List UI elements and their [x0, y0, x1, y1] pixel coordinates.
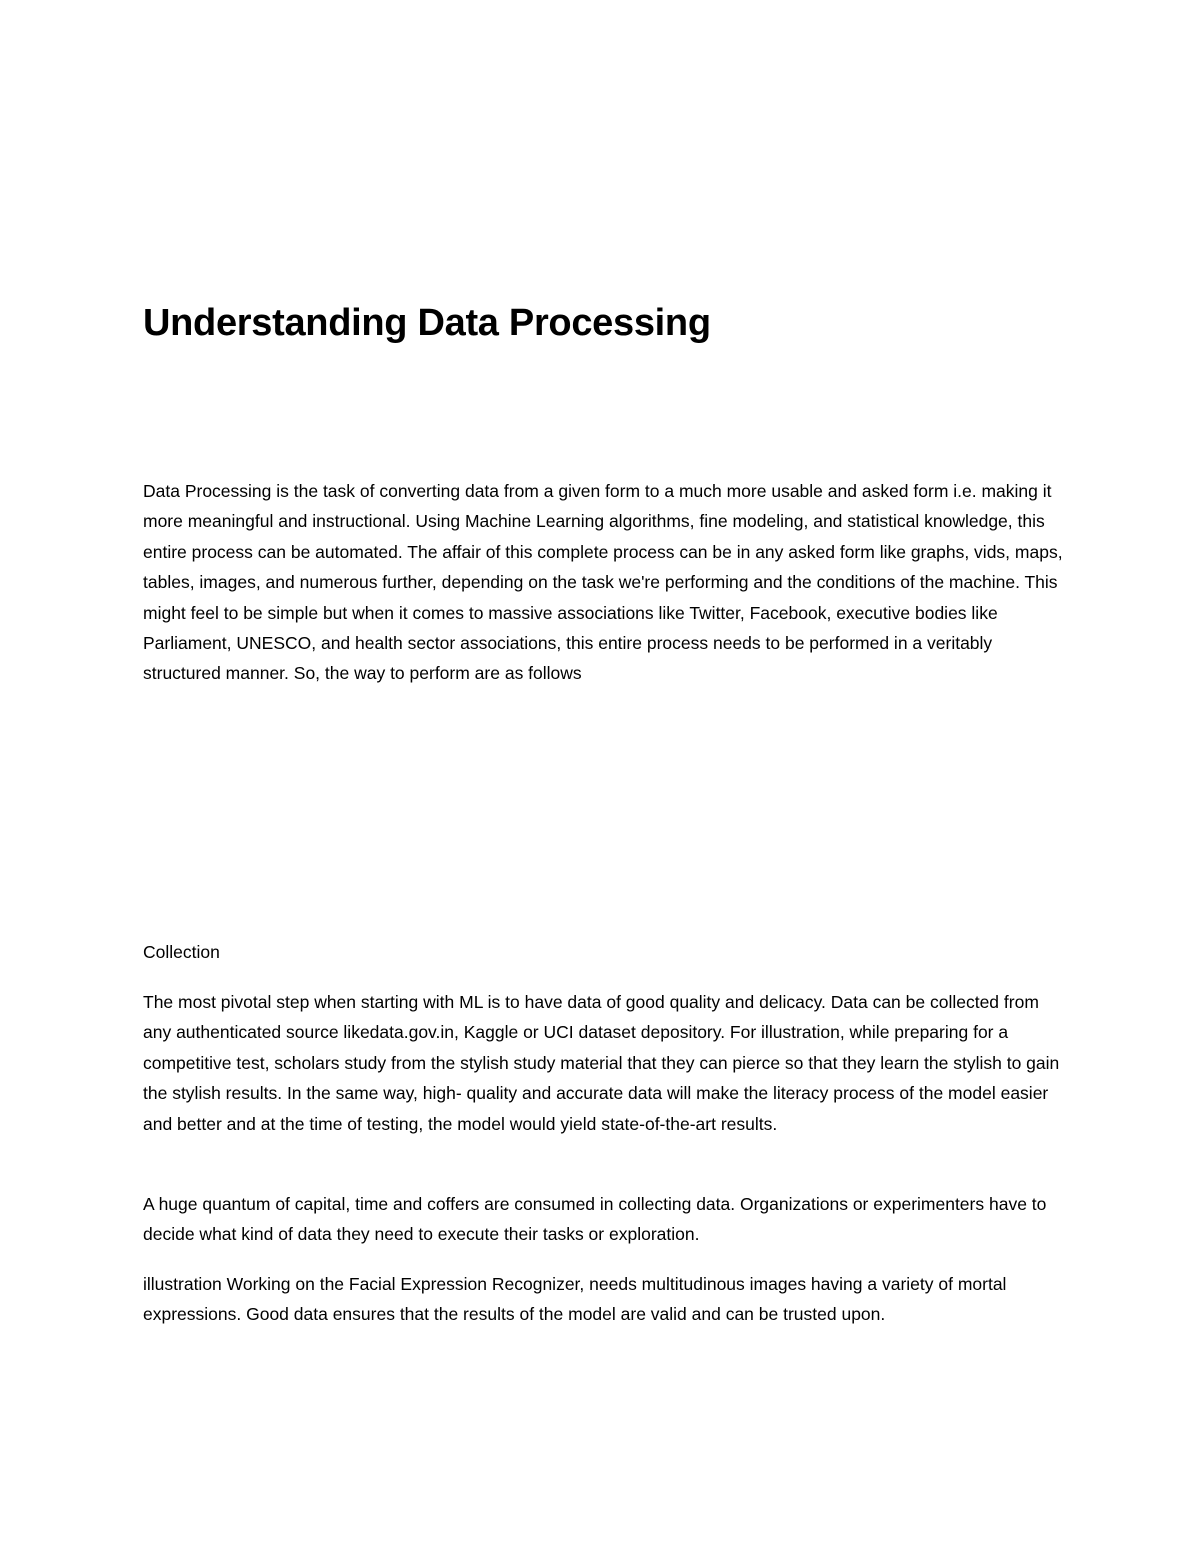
section-heading: Collection: [143, 942, 220, 962]
section-paragraph: The most pivotal step when starting with ML is to have data of good quality and delicacy. Data can be collected from any authenticated source likedata.gov.in, Kaggle or UCI dataset depository. For illustration, while preparing for a competitive test, scholars study from the stylish study material that they can pierce so that they learn the stylish to gain the stylish results. In the same way, high- quality and accurate data will make the literacy process of the model easier and better and at the time of testing, the model would yield state-of-the-art results.: [143, 992, 1060, 1134]
intro-paragraph: Data Processing is the task of converting data from a given form to a much more usable and asked form i.e. making it more meaningful and instructional. Using Machine Learning algorithms, fine modeling, and statistical knowledge, this entire process can be automated. The affair of this complete process can be in any asked form like graphs, vids, maps, tables, images, and numerous further, depending on the task we're performing and the conditions of the machine. This might feel to be simple but when it comes to massive associations like Twitter, Facebook, executive bodies like Parliament, UNESCO, and health sector associations, this entire process needs to be performed in a veritably structured manner. So, the way to perform are as follows: [143, 481, 1063, 684]
section-paragraph: illustration Working on the Facial Expression Recognizer, needs multitudinous images having a variety of mortal expressions. Good data ensures that the results of the model are valid and can be trusted upon.: [143, 1274, 1007, 1325]
section-paragraph: A huge quantum of capital, time and coffers are consumed in collecting data. Organizations or experimenters have to decide what kind of data they need to execute their tasks or exploration.: [143, 1194, 1047, 1245]
page-title: Understanding Data Processing: [143, 302, 711, 344]
